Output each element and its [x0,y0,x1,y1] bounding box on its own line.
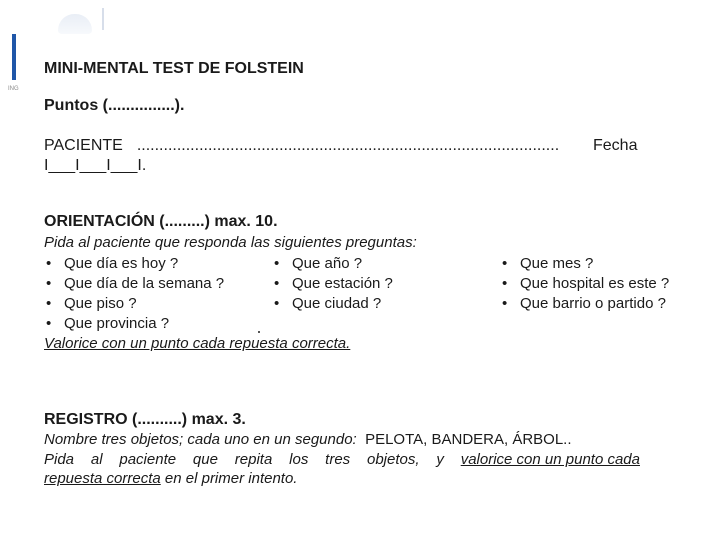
paciente-blank: ............................................................................................... [136,137,560,154]
date-slots: I___I___I___I. [44,157,147,174]
orientacion-scoring: Valorice con un punto cada repuesta correcta. [44,335,351,352]
document-title: MINI-MENTAL TEST DE FOLSTEIN [44,60,304,77]
registro-heading: REGISTRO (..........) max. 3. [44,411,246,428]
scan-speck [258,331,260,333]
registro-line-3: repuesta correcta en el primer intento. [44,470,298,487]
question-item: • Que piso ? [46,295,137,312]
question-item: • Que ciudad ? [274,295,382,312]
orientacion-heading: ORIENTACIÓN (.........) max. 10. [44,213,278,230]
paciente-line [44,137,559,155]
registro-line-1: Nombre tres objetos; cada uno en un segundo: PELOTA, BANDERA, ÁRBOL.. [44,431,572,448]
question-item: • Que día de la semana ? [46,275,225,292]
paciente-label: PACIENTE [44,137,123,154]
registro-line-2: Pida al paciente que repita los tres objetos, y valorice con un punto cada [44,451,640,468]
question-item: • Que año ? [274,255,363,272]
question-item: • Que mes ? [502,255,594,272]
question-item: • Que día es hoy ? [46,255,179,272]
question-item: • Que provincia ? [46,315,170,332]
orientacion-instruction: Pida al paciente que responda las siguientes preguntas: [44,234,417,251]
question-item: • Que hospital es este ? [502,275,670,292]
registro-objects: PELOTA, BANDERA, ÁRBOL.. [365,431,572,448]
registro-underlined-1: valorice con un punto cada [460,451,640,468]
fecha-label: Fecha [593,137,638,154]
question-item: • Que estación ? [274,275,393,292]
question-item: • Que barrio o partido ? [502,295,666,312]
puntos-field: Puntos (...............). [44,97,185,114]
logo-small: ING [8,86,19,92]
registro-underlined-2: repuesta correcta [44,470,161,487]
